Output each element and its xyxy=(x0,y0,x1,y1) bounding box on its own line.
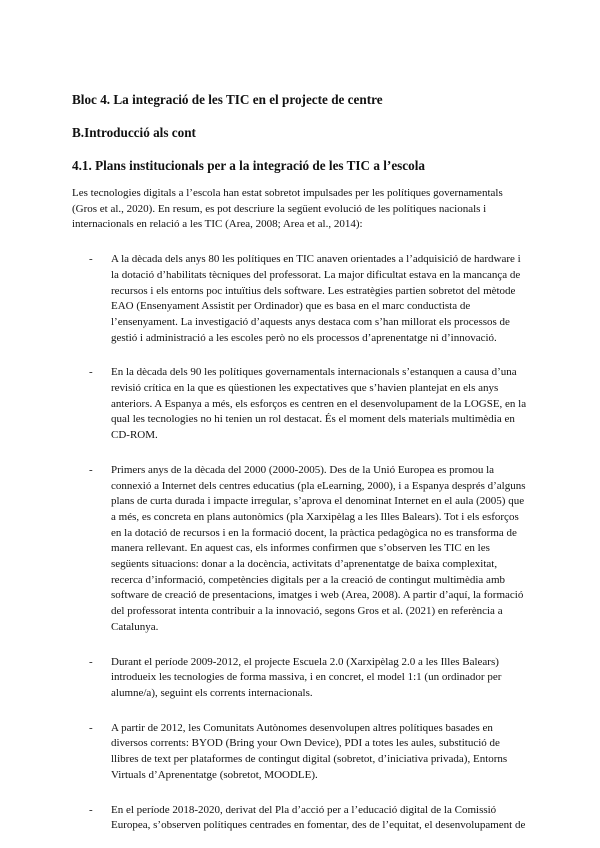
bullet-marker: - xyxy=(89,803,93,816)
list-item-text: En la dècada dels 90 les polítiques governamentals internacionals s’estanquen a causa d’una revisió crítica en la que es qüestionen les expectatives que s’havien plantejat en els anys anteriors. A Espanya a més, els esforços es centren en el desenvolupament de la LOGSE, en la qual les tecnologies no hi tenien un rol destacat. És el moment dels materials multimèdia en CD-ROM. xyxy=(111,366,527,442)
list-item-text: A partir de 2012, les Comunitats Autònomes desenvolupen altres polítiques basades en diversos corrents: BYOD (Bring your Own Device), PDI a totes les aules, substitució de llibres de text per plataformes de contingut digital (sobretot, d’iniciativa privada), Entorns Virtuals d’Aprenentatge (sobretot, MOODLE). xyxy=(111,721,508,781)
intro-heading: B.Introducció als cont xyxy=(72,125,196,140)
list-item xyxy=(89,803,530,834)
bloc-heading: Bloc 4. La integració de les TIC en el projecte de centre xyxy=(72,92,383,107)
list-item-text: Primers anys de la dècada del 2000 (2000-2005). Des de la Unió Europea es promou la connexió a Internet dels centres educatius (pla eLearning, 2000), i a Espanya després d’alguns plans de curta durada i impacte irregular, s’aprova el denominat Internet en el aula (2005) que a més, es concreta en plans autonòmics (pla Xarxipèlag a les Illes Balears). Tot i els esforços en la dotació de recursos i en la formació docent, la pràctica pedagògica no es transforma de manera rellevant. En aquest cas, els informes confirmen que s’observen les TIC en les següents situacions: donar a la docència, activitats d’aprenentatge de baixa complexitat, recerca d’informació, competències digitals per a la creació de contingut multimèdia amb software de creació de presentacions, imatges i web (Area, 2008). A partir d’aquí, la formació del professorat intenta contribuir a la innovació, segons Gros et al. (2021) en referència a Catalunya. xyxy=(111,463,526,633)
policy-evolution-list xyxy=(72,252,530,834)
list-item xyxy=(89,365,530,444)
bullet-marker: - xyxy=(89,253,93,266)
bullet-marker: - xyxy=(89,655,93,668)
intro-paragraph: Les tecnologies digitals a l’escola han estat sobretot impulsades per les polítiques governamentals (Gros et al., 2020). En resum, es pot descriure la següent evolució de les polítiques nacionals i internacionals en relació a les TIC (Area, 2008; Area et al., 2014): xyxy=(72,187,503,231)
list-item-text: A la dècada dels anys 80 les polítiques en TIC anaven orientades a l’adquisició de hardware i la dotació d’habilitats tècniques del professorat. La major dificultat estava en la mancança de recursos i els entorns poc intuïtius dels software. Les estratègies partien sobretot del mètode EAO (Ensenyament Assistit per Ordinador) que es basa en el marc conductista de l’ensenyament. La investigació d’aquests anys destaca com s’han millorat els processos de gestió i administració a les escoles però no els processos d’aprenentatge ni d’innovació. xyxy=(111,253,521,344)
bullet-marker: - xyxy=(89,463,93,476)
list-item-text: Durant el període 2009-2012, el projecte Escuela 2.0 (Xarxipèlag 2.0 a les Illes Balears) introdueix les tecnologies de forma massiva, i en concret, el model 1:1 (un ordinador per alumne/a), seguint els corrents internacionals. xyxy=(111,655,502,699)
list-item xyxy=(89,655,530,702)
bullet-marker: - xyxy=(89,721,93,734)
list-item xyxy=(89,252,530,346)
list-item xyxy=(89,721,530,784)
section-heading: 4.1. Plans institucionals per a la integració de les TIC a l’escola xyxy=(72,158,426,173)
list-item xyxy=(89,463,530,636)
bullet-marker: - xyxy=(89,366,93,379)
list-item-text: En el període 2018-2020, derivat del Pla d’acció per a l’educació digital de la Comissió Europea, s’observen polítiques centrades en fomentar, des de l’equitat, el desenvolupament de xyxy=(111,803,526,832)
